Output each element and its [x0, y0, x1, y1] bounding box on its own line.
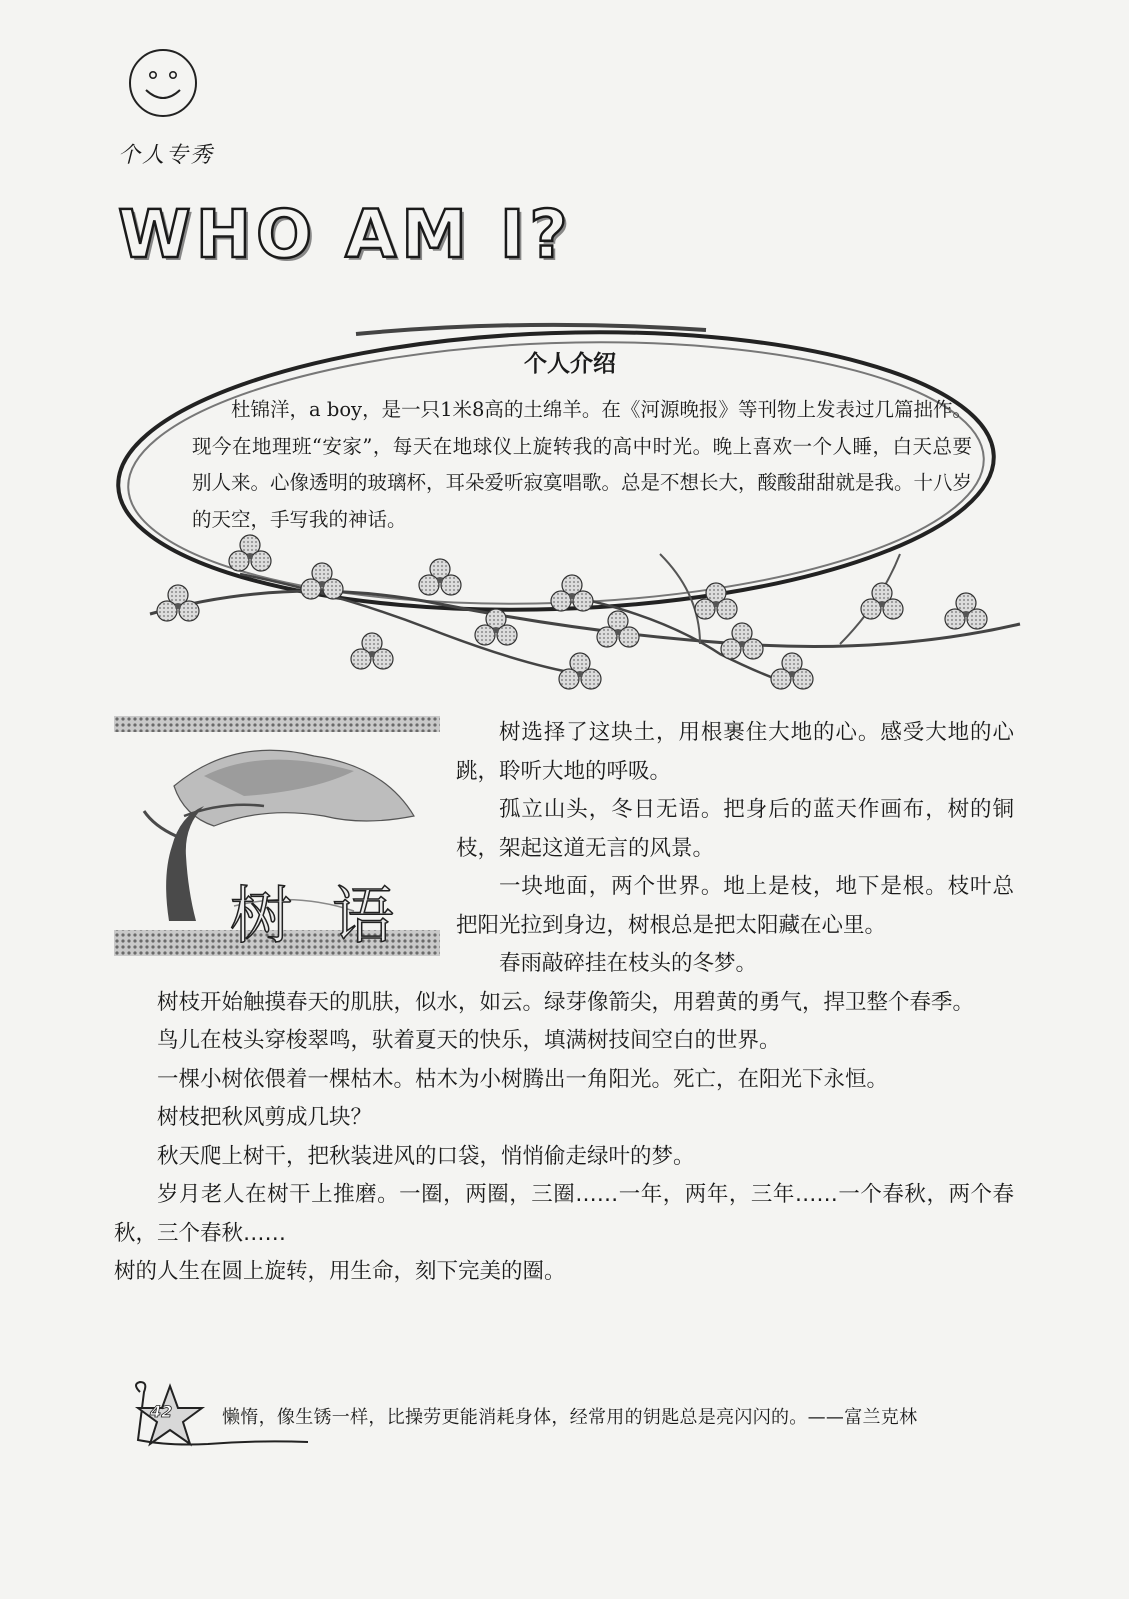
- tree-paragraph: 鸟儿在枝头穿梭翠鸣，驮着夏天的快乐，填满树技间空白的世界。: [157, 1028, 781, 1053]
- tree-paragraph: 树的人生在圆上旋转，用生命，刻下完美的圈。: [114, 1259, 566, 1284]
- tree-paragraph: 一棵小树依偎着一棵枯木。枯木为小树腾出一角阳光。死亡，在阳光下永恒。: [157, 1066, 889, 1092]
- tree-paragraph: 岁月老人在树干上推磨。一圈，两圈，三圈……一年，两年，三年……一个春秋，两个春秋，三个春秋……: [114, 1182, 1014, 1246]
- tree-section-body: [114, 714, 1014, 1292]
- tree-paragraph: 树枝把秋风剪成几块？: [157, 1105, 373, 1130]
- tree-paragraph: 树选择了这块土，用根裹住大地的心。感受大地的心跳，聆听大地的呼吸。: [456, 720, 1014, 784]
- intro-body: 杜锦洋，a boy，是一只1米8高的土绵羊。在《河源晚报》等刊物上发表过几篇拙作。现今在地理班“安家”，每天在地球仪上旋转我的高中时光。晚上喜欢一个人睡，白天总要别人来。心像透明的玻璃杯，耳朵爱听寂寞唱歌。总是不想长大，酸酸甜甜就是我。十八岁的天空，手写我的神话。: [192, 398, 973, 531]
- tree-paragraph: 秋天爬上树干，把秋装进风的口袋，悄悄偷走绿叶的梦。: [157, 1143, 695, 1169]
- section-tag: 个人专秀: [118, 143, 215, 168]
- page-number: 42: [150, 1402, 173, 1421]
- tree-title-char: 树: [230, 879, 333, 952]
- footer-quote: 懒惰，像生锈一样，比操劳更能消耗身体，经常用的钥匙总是亮闪闪的。——富兰克林: [222, 1407, 918, 1428]
- tree-paragraph: 一块地面，两个世界。地上是枝，地下是根。枝叶总把阳光拉到身边，树根总是把太阳藏在心里。: [456, 874, 1014, 938]
- intro-heading: 个人介绍: [524, 351, 616, 377]
- clover-vine-illustration: [140, 534, 1040, 694]
- tree-paragraph: 孤立山头，冬日无语。把身后的蓝天作画布，树的铜枝，架起这道无言的风景。: [456, 797, 1014, 861]
- tree-paragraph: 树枝开始触摸春天的肌肤，似水，如云。绿芽像箭尖，用碧黄的勇气，捍卫整个春季。: [157, 989, 975, 1015]
- tree-paragraph: 春雨敲碎挂在枝头的冬梦。: [499, 951, 758, 976]
- tree-title-char: 语: [332, 879, 435, 952]
- smiley-face-icon: [126, 46, 200, 120]
- page-title: WHO AM I?: [118, 196, 573, 273]
